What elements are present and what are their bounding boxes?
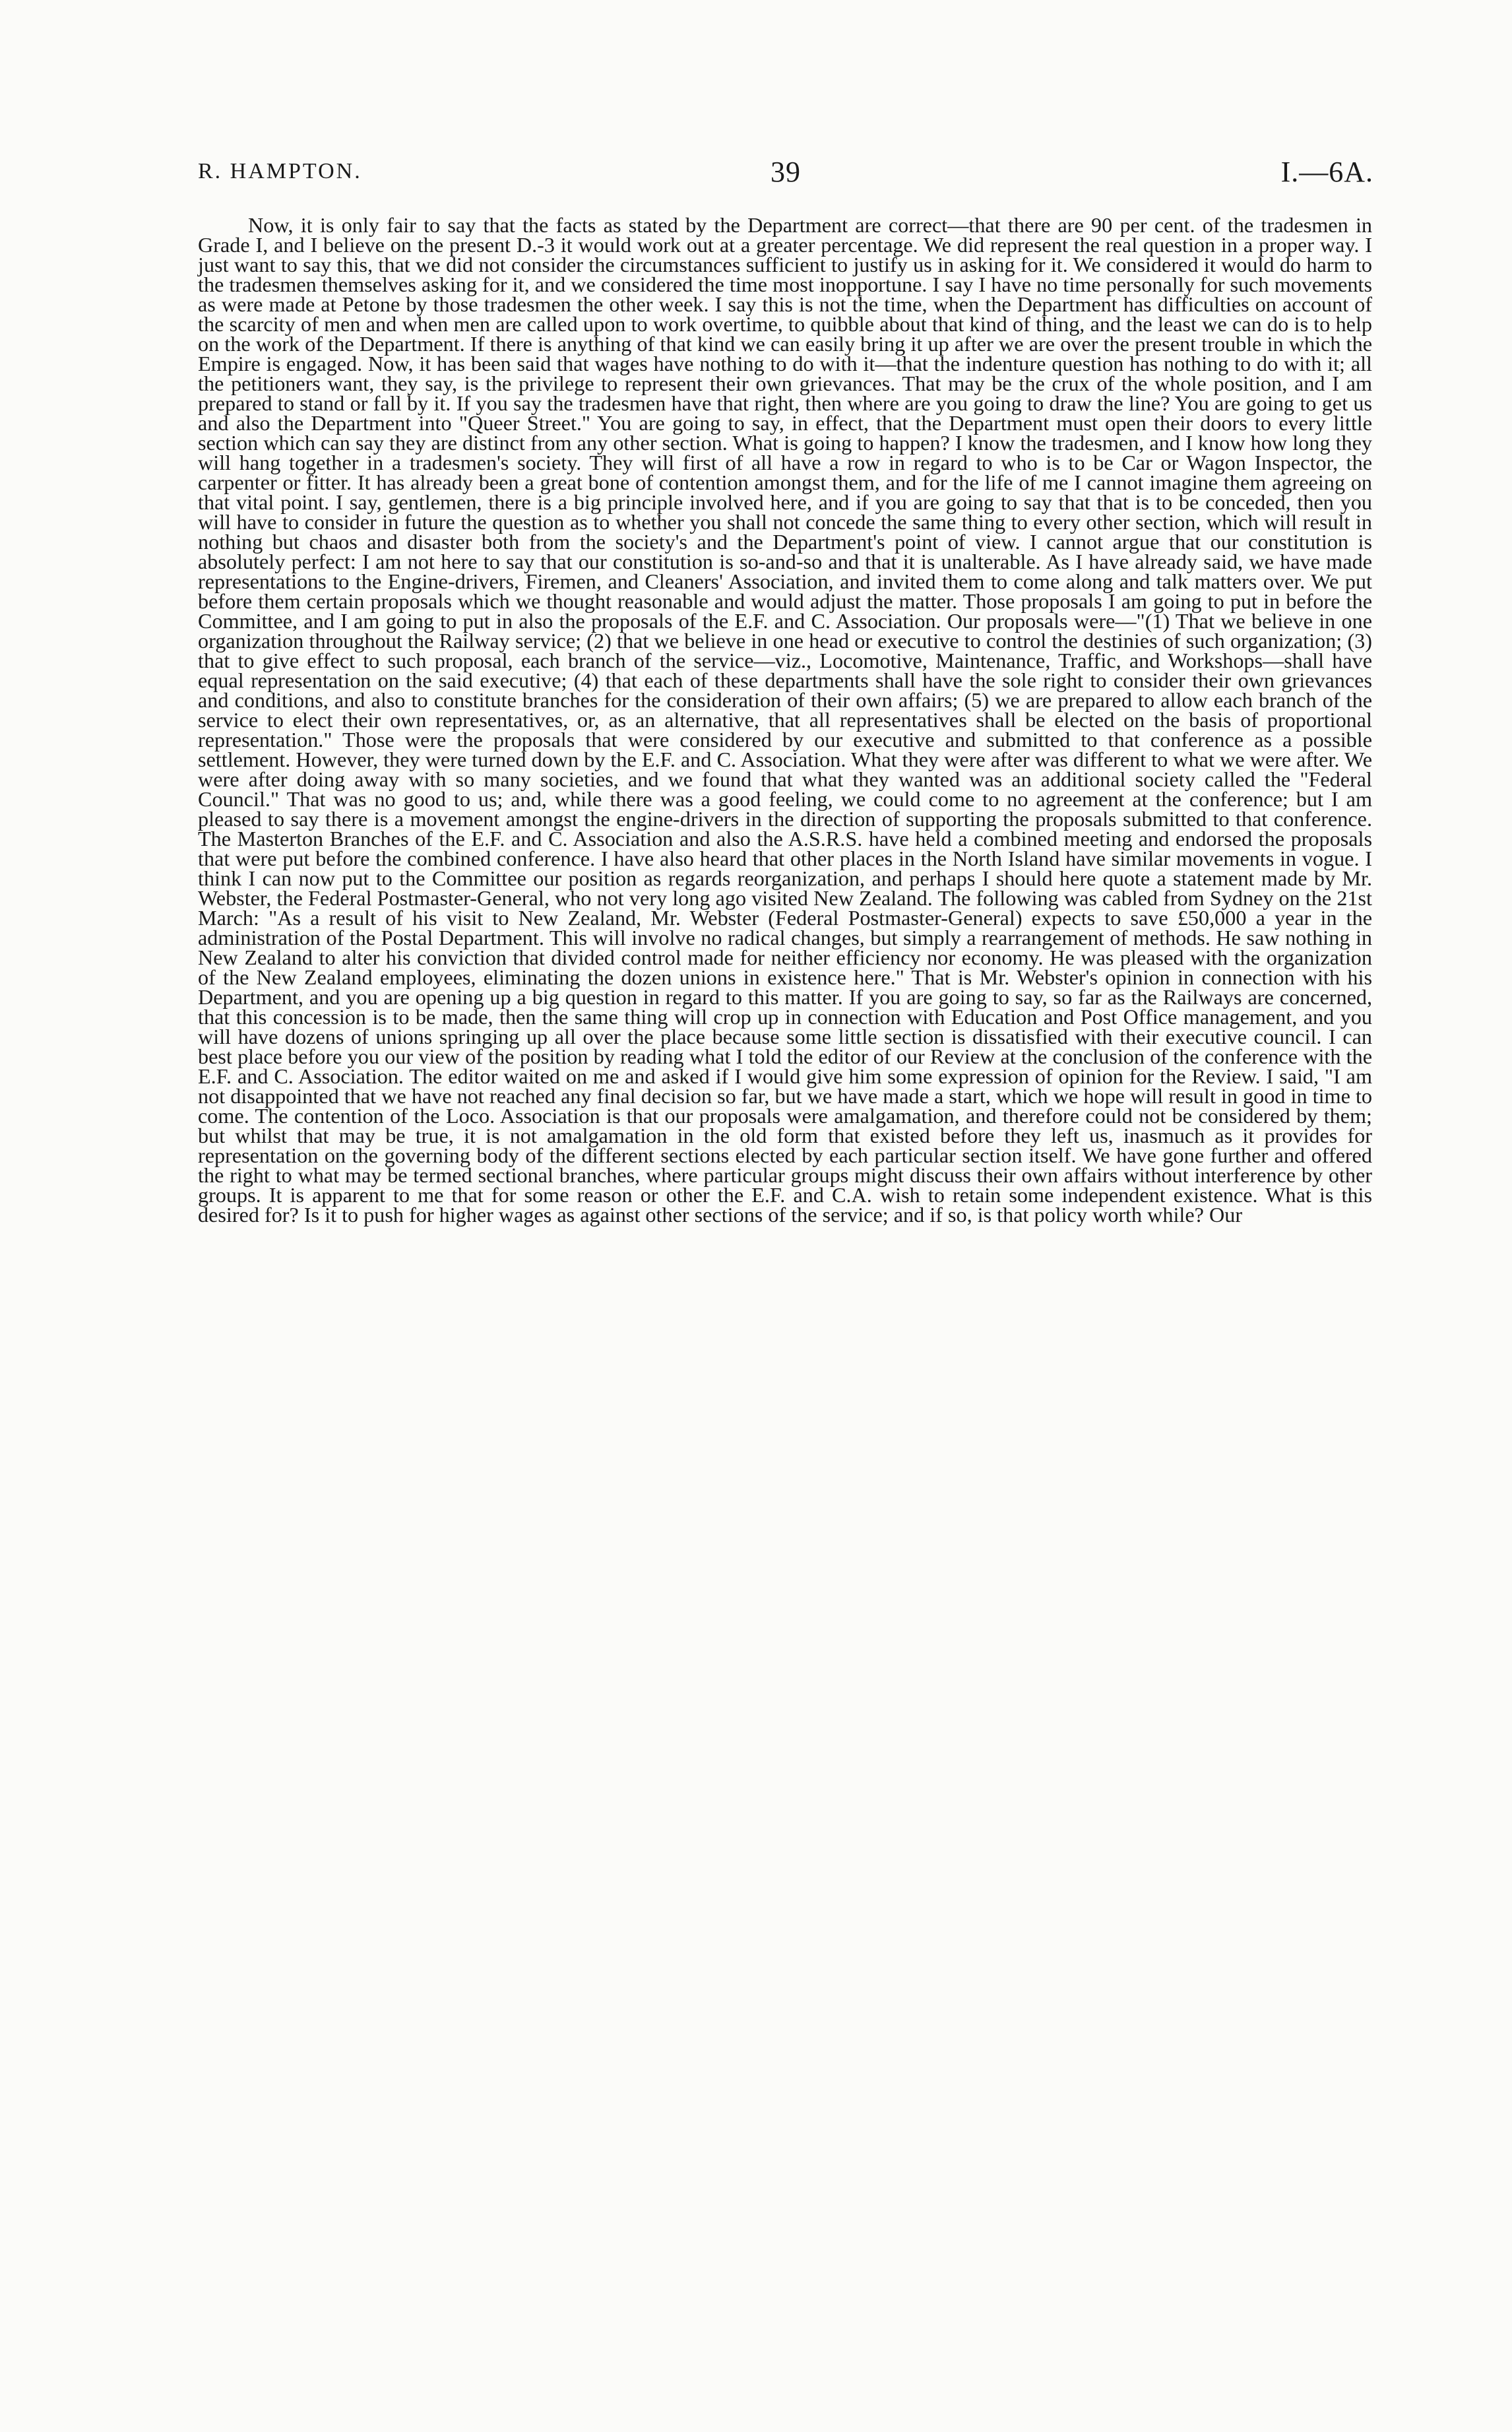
running-header <box>198 155 1373 195</box>
page-number: 39 <box>771 156 801 188</box>
body-text <box>198 215 1372 1225</box>
witness-name: R. HAMPTON. <box>198 159 362 183</box>
evidence-paragraph: Now, it is only fair to say that the facts as stated by the Department are correct—that there are 90 per cent. of the tradesmen in Grade I, and I believe on the present D.-3 it would work out at a greater percentage. We did represent the real question in a proper way. I just want to say this, that we did not consider the circumstances sufficient to justify us in asking for it. We considered it would do harm to the tradesmen themselves asking for it, and we considered the time most inopportune. I say I have no time personally for such movements as were made at Petone by those tradesmen the other week. I say this is not the time, when the Department has difficulties on account of the scarcity of men and when men are called upon to work overtime, to quibble about that kind of thing, and the least we can do is to help on the work of the Department. If there is anything of that kind we can easily bring it up after we are over the present trouble in which the Empire is engaged. Now, it has been said that wages have nothing to do with it—that the indenture question has nothing to do with it; all the petitioners want, they say, is the privilege to represent their own grievances. That may be the crux of the whole position, and I am prepared to stand or fall by it. If you say the tradesmen have that right, then where are you going to draw the line? You are going to get us and also the Department into "Queer Street." You are going to say, in effect, that the Department must open their doors to every little section which can say they are distinct from any other section. What is going to happen? I know the tradesmen, and I know how long they will hang together in a tradesmen's society. They will first of all have a row in regard to who is to be Car or Wagon Inspector, the carpenter or fitter. It has already been a great bone of contention amongst them, and for the life of me I cannot imagine them agreeing on that vital point. I say, gentlemen, there is a big principle involved here, and if you are going to say that that is to be conceded, then you will have to consider in future the question as to whether you shall not concede the same thing to every other section, which will result in nothing but chaos and disaster both from the society's and the Department's point of view. I cannot argue that our constitution is absolutely perfect: I am not here to say that our constitution is so-and-so and that it is unalterable. As I have already said, we have made representations to the Engine-drivers, Firemen, and Cleaners' Association, and invited them to come along and talk matters over. We put before them certain proposals which we thought reasonable and would adjust the matter. Those proposals I am going to put in before the Committee, and I am going to put in also the proposals of the E.F. and C. Association. Our proposals were—"(1) That we believe in one organization throughout the Railway service; (2) that we believe in one head or executive to control the destinies of such organization; (3) that to give effect to such proposal, each branch of the service—viz., Locomotive, Maintenance, Traffic, and Workshops—shall have equal representation on the said executive; (4) that each of these departments shall have the sole right to consider their own grievances and conditions, and also to constitute branches for the consideration of their own affairs; (5) we are prepared to allow each branch of the service to elect their own representatives, or, as an alternative, that all representatives shall be elected on the basis of proportional representation." Those were the proposals that were considered by our executive and submitted to that conference as a possible settlement. However, they were turned down by the E.F. and C. Association. What they were after was different to what we were after. We were after doing away with so many societies, and we found that what they wanted was an additional society called the "Federal Council." That was no good to us; and, while there was a good feeling, we could come to no agreement at the conference; but I am pleased to say there is a movement amongst the engine-drivers in the direction of supporting the proposals submitted to that conference. The Masterton Branches of the E.F. and C. Association and also the A.S.R.S. have held a combined meeting and endorsed the proposals that were put before the combined conference. I have also heard that other places in the North Island have similar movements in vogue. I think I can now put to the Committee our position as regards reorganization, and perhaps I should here quote a statement made by Mr. Webster, the Federal Postmaster-General, who not very long ago visited New Zealand. The following was cabled from Sydney on the 21st March: "As a result of his visit to New Zealand, Mr. Webster (Federal Postmaster-General) expects to save £50,000 a year in the administration of the Postal Department. This will involve no radical changes, but simply a rearrangement of methods. He saw nothing in New Zealand to alter his conviction that divided control made for neither efficiency nor economy. He was pleased with the organization of the New Zealand employees, eliminating the dozen unions in existence here." That is Mr. Webster's opinion in connection with his Department, and you are opening up a big question in regard to this matter. If you are going to say, so far as the Railways are concerned, that this concession is to be made, then the same thing will crop up in connection with Education and Post Office management, and you will have dozens of unions springing up all over the place because some little section is dissatisfied with their executive council. I can best place before you our view of the position by reading what I told the editor of our Review at the conclusion of the conference with the E.F. and C. Association. The editor waited on me and asked if I would give him some expression of opinion for the Review. I said, "I am not disappointed that we have not reached any final decision so far, but we have made a start, which we hope will result in good in time to come. The contention of the Loco. Association is that our proposals were amalgamation, and therefore could not be considered by them; but whilst that may be true, it is not amalgamation in the old form that existed before they left us, inasmuch as it provides for representation on the governing body of the different sections elected by each particular section itself. We have gone further and offered the right to what may be termed sectional branches, where particular groups might discuss their own affairs without interference by other groups. It is apparent to me that for some reason or other the E.F. and C.A. wish to retain some independent existence. What is this desired for? Is it to push for higher wages as against other sections of the service; and if so, is that policy worth while? Our <box>198 213 1372 1227</box>
paper-number: I.—6A. <box>1280 156 1373 188</box>
